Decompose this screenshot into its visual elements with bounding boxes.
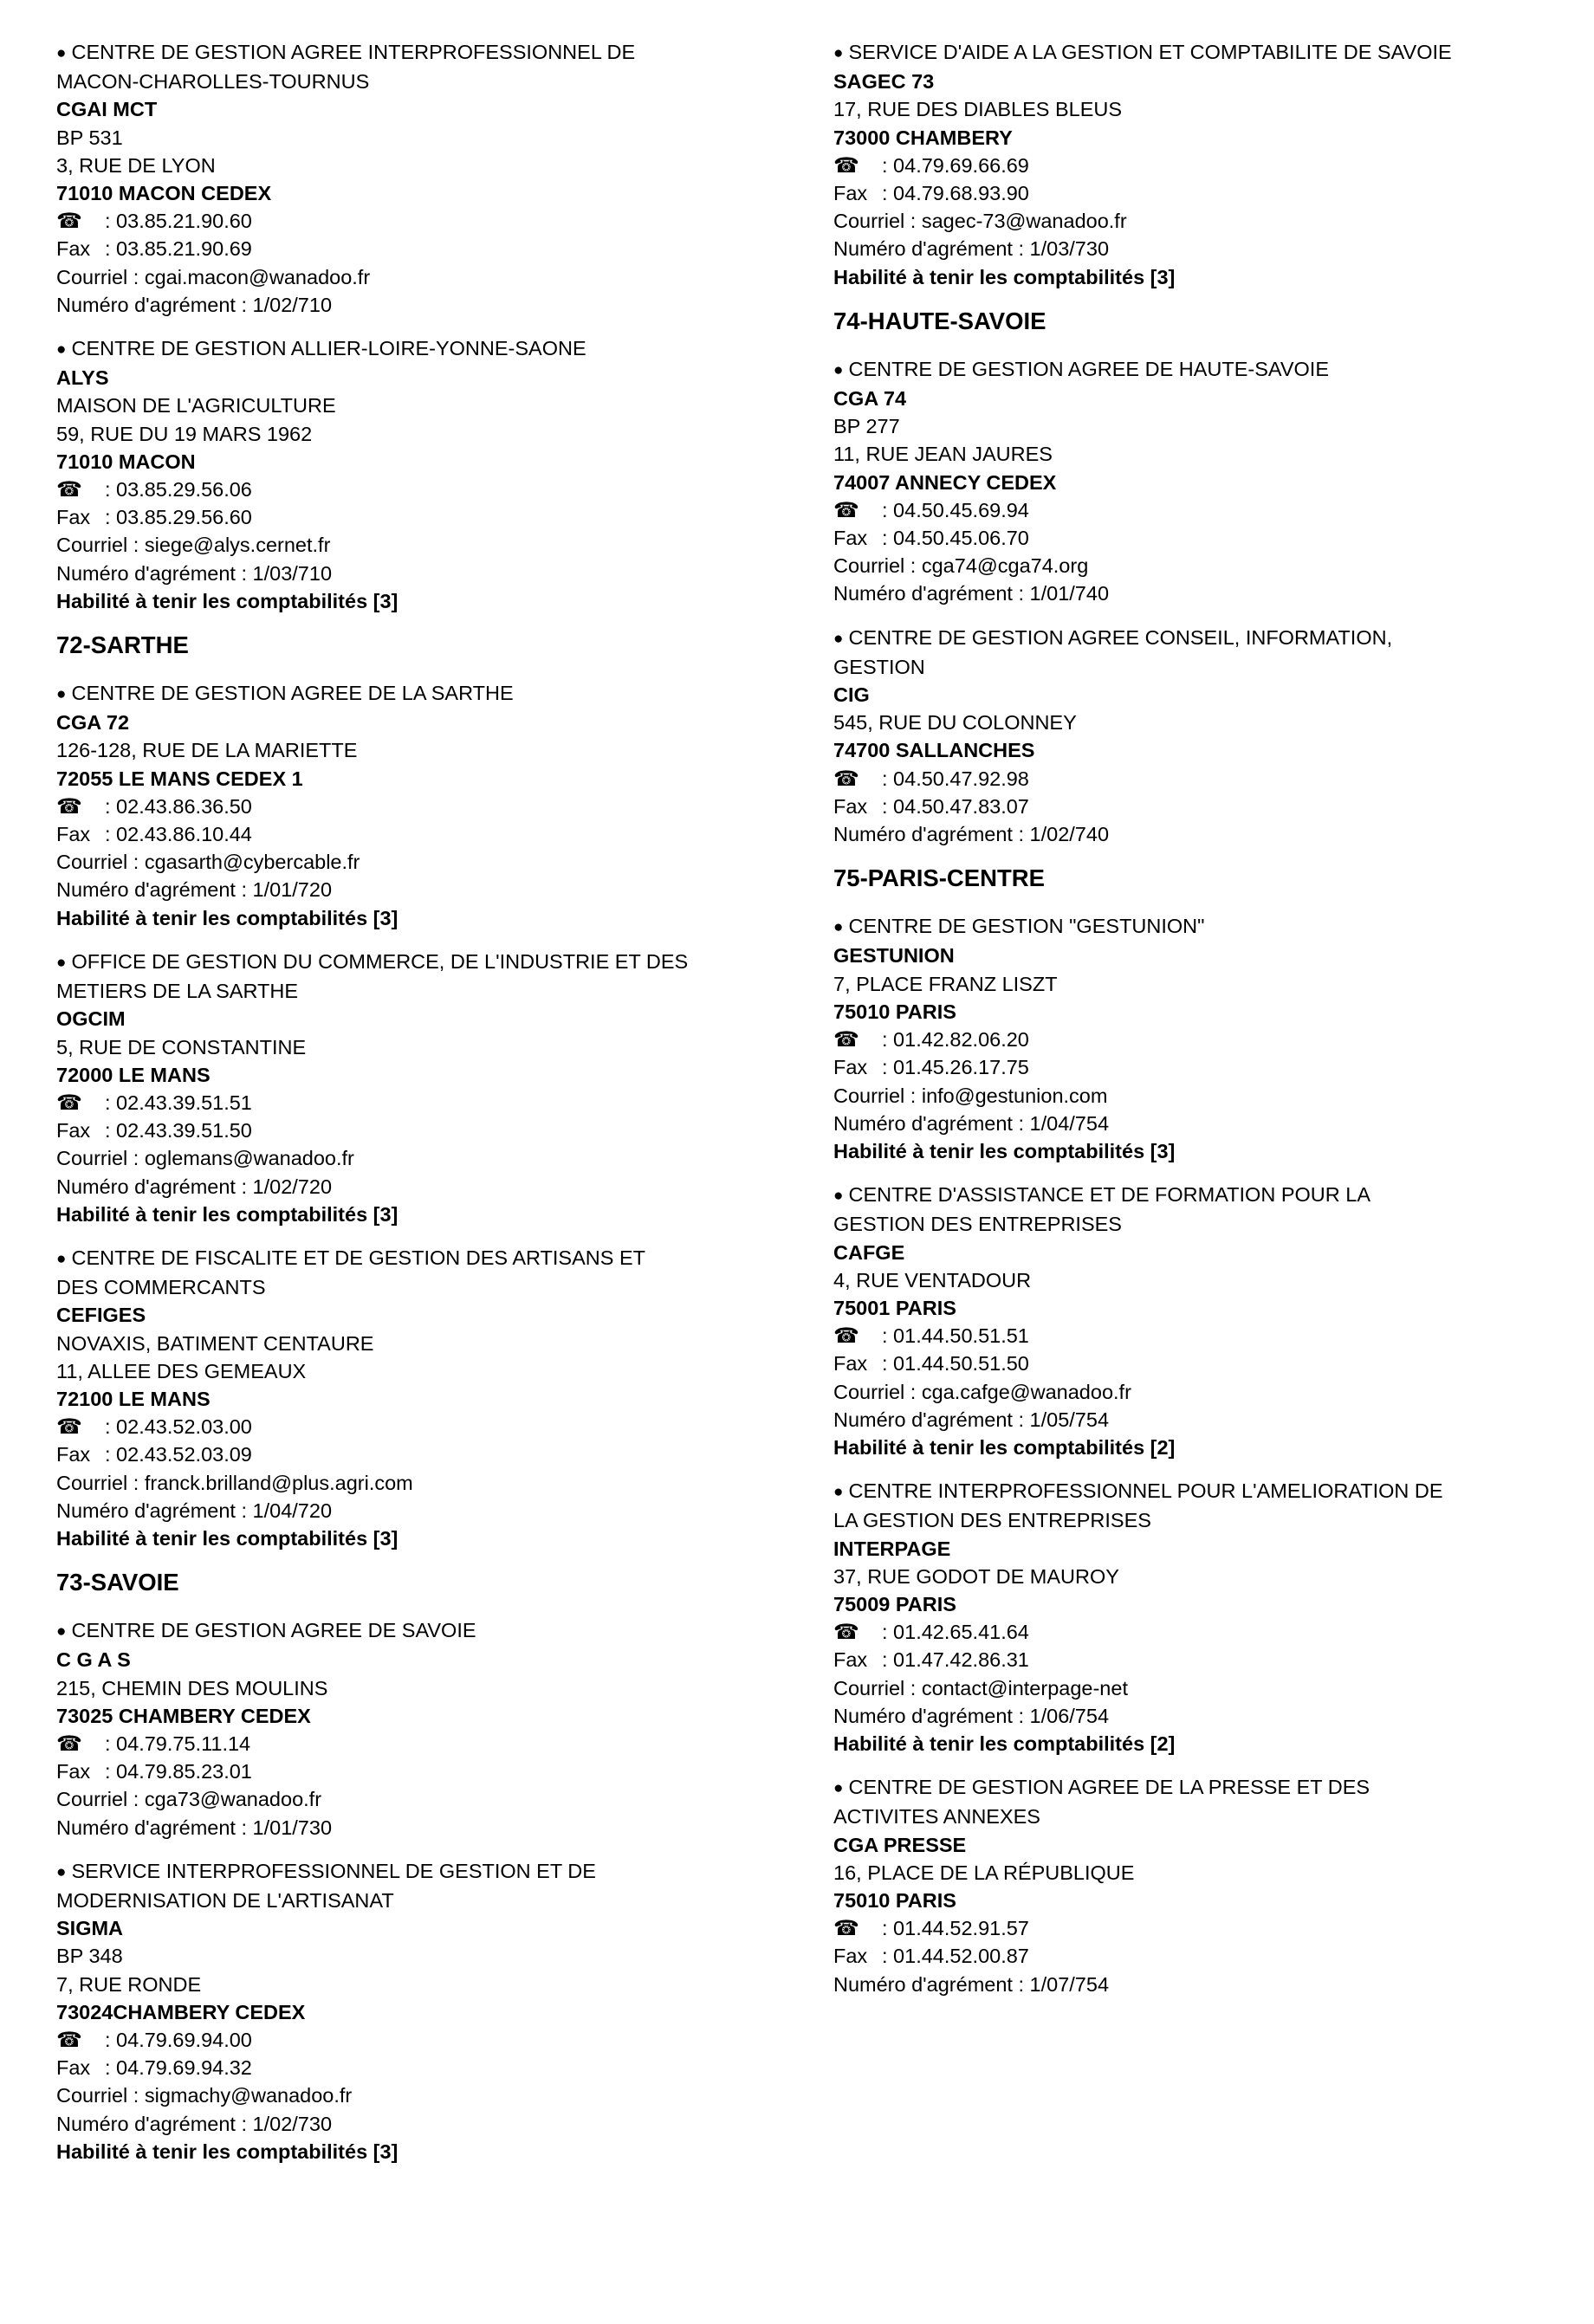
entry-title-line (833, 1477, 1578, 1506)
telephone-icon: ☎ (833, 1028, 859, 1052)
section-heading: 72-SARTHE (56, 631, 189, 659)
bullet-icon: ● (56, 1249, 67, 1268)
entry-fax (833, 1646, 1578, 1673)
telephone-icon: ☎ (833, 767, 859, 791)
entry-postal-city: 73025 CHAMBERY CEDEX (56, 1704, 311, 1727)
fax-label: Fax (56, 2056, 91, 2080)
entry-acronym: GESTUNION (833, 944, 955, 968)
entry-fax (56, 2054, 801, 2081)
entry-habilitation: Habilité à tenir les comptabilités [2] (833, 1435, 1176, 1459)
fax-label: Fax (833, 182, 868, 205)
entry-title-text: GESTION (833, 655, 925, 678)
entry-email: Courriel : siege@alys.cernet.fr (56, 534, 331, 557)
entry-agrement: Numéro d'agrément : 1/01/730 (56, 1816, 333, 1839)
bullet-icon: ● (56, 1622, 67, 1641)
entry-fax (56, 1758, 801, 1785)
entry-agrement: Numéro d'agrément : 1/02/710 (56, 293, 333, 316)
entry-acronym: INTERPAGE (833, 1537, 951, 1560)
entry-title-text: CENTRE DE GESTION ALLIER-LOIRE-YONNE-SAONE (71, 337, 586, 360)
entry-agrement: Numéro d'agrément : 1/07/754 (833, 1972, 1110, 1996)
entry-title-text: LA GESTION DES ENTREPRISES (833, 1509, 1151, 1532)
bullet-icon: ● (833, 1483, 844, 1502)
entry-acronym: SAGEC 73 (833, 70, 935, 94)
bullet-icon: ● (56, 44, 67, 62)
entry-agrement: Numéro d'agrément : 1/02/730 (56, 2112, 333, 2135)
entry-postal-city: 75009 PARIS (833, 1592, 956, 1615)
entry-fax (833, 793, 1578, 820)
entry-phone (56, 793, 801, 820)
entry-title-text: GESTION DES ENTREPRISES (833, 1213, 1122, 1236)
bullet-icon: ● (833, 629, 844, 648)
right-column (833, 38, 1578, 2014)
entry-fax-number: : 03.85.29.56.60 (105, 506, 252, 529)
bullet-icon: ● (833, 1779, 844, 1798)
entry-phone (833, 1026, 1578, 1053)
entry-phone (56, 476, 801, 503)
entry-postal-city: 71010 MACON CEDEX (56, 182, 272, 205)
entry-email: Courriel : contact@interpage-net (833, 1676, 1128, 1699)
entry-agrement: Numéro d'agrément : 1/04/720 (56, 1499, 333, 1522)
entry-agrement: Numéro d'agrément : 1/04/754 (833, 1111, 1110, 1135)
entry-address-line: 11, RUE JEAN JAURES (833, 443, 1053, 466)
entry-address-line: 7, RUE RONDE (56, 1972, 202, 1996)
entry-acronym: SIGMA (56, 1917, 124, 1940)
entry-title-text: SERVICE INTERPROFESSIONNEL DE GESTION ET DE (71, 1859, 596, 1882)
entry-phone-number: : 04.79.75.11.14 (105, 1732, 251, 1755)
entry-title-text: CENTRE DE GESTION AGREE DE LA SARTHE (71, 682, 514, 705)
entry-postal-city: 72055 LE MANS CEDEX 1 (56, 767, 303, 790)
entry-title-line (56, 1887, 801, 1914)
directory-entry (56, 38, 801, 319)
directory-entry (833, 624, 1578, 849)
entry-title-line (833, 1210, 1578, 1238)
entry-acronym: C G A S (56, 1648, 131, 1672)
entry-address-line: 7, PLACE FRANZ LISZT (833, 972, 1058, 995)
entry-fax-number: : 01.44.50.51.50 (882, 1352, 1029, 1376)
directory-entry (56, 679, 801, 932)
entry-title-line (833, 1773, 1578, 1803)
entry-acronym: ALYS (56, 366, 109, 390)
fax-label: Fax (56, 237, 91, 261)
bullet-icon: ● (56, 340, 67, 359)
bullet-icon: ● (833, 918, 844, 937)
entry-title-text: CENTRE D'ASSISTANCE ET DE FORMATION POUR LA (848, 1183, 1370, 1207)
entry-acronym: CGA 74 (833, 387, 907, 411)
entry-address-line: NOVAXIS, BATIMENT CENTAURE (56, 1331, 374, 1355)
entry-title-line (56, 1273, 801, 1301)
entry-fax-number: : 01.47.42.86.31 (882, 1648, 1029, 1672)
entry-phone (56, 1413, 801, 1440)
entry-address-line: 3, RUE DE LYON (56, 153, 216, 177)
entry-email: Courriel : info@gestunion.com (833, 1084, 1108, 1107)
entry-title-line (56, 1244, 801, 1273)
entry-title-text: CENTRE DE GESTION AGREE DE LA PRESSE ET DES (848, 1776, 1370, 1799)
directory-entry (56, 334, 801, 615)
telephone-icon: ☎ (56, 794, 82, 819)
entry-title-text: ACTIVITES ANNEXES (833, 1805, 1040, 1829)
entry-phone (833, 1914, 1578, 1942)
entry-phone-number: : 04.50.45.69.94 (882, 498, 1029, 521)
entry-habilitation: Habilité à tenir les comptabilités [3] (56, 1526, 398, 1550)
entry-fax (833, 179, 1578, 207)
entry-phone (56, 207, 801, 235)
entry-phone-number: : 01.42.82.06.20 (882, 1028, 1029, 1052)
entry-title-line (56, 1616, 801, 1646)
section-heading: 75-PARIS-CENTRE (833, 864, 1045, 892)
entry-email: Courriel : cga73@wanadoo.fr (56, 1788, 322, 1811)
entry-phone (833, 1322, 1578, 1350)
entry-fax-number: : 02.43.52.03.09 (105, 1443, 252, 1466)
entry-phone-number: : 04.79.69.94.00 (105, 2029, 252, 2051)
fax-label: Fax (833, 527, 868, 550)
entry-title-text: CENTRE DE GESTION AGREE DE HAUTE-SAVOIE (848, 357, 1330, 380)
telephone-icon: ☎ (56, 1091, 82, 1115)
entry-acronym: CGA 72 (56, 711, 130, 735)
entry-fax-number: : 03.85.21.90.69 (105, 237, 252, 261)
entry-agrement: Numéro d'agrément : 1/05/754 (833, 1408, 1110, 1431)
entry-email: Courriel : cgai.macon@wanadoo.fr (56, 265, 371, 288)
entry-phone (56, 1730, 801, 1758)
entry-email: Courriel : cga.cafge@wanadoo.fr (833, 1380, 1131, 1403)
entry-title-line (56, 68, 801, 95)
entry-address-line: 4, RUE VENTADOUR (833, 1268, 1032, 1291)
entry-email: Courriel : sagec-73@wanadoo.fr (833, 210, 1127, 233)
entry-postal-city: 75010 PARIS (833, 1000, 956, 1023)
entry-postal-city: 73000 CHAMBERY (833, 126, 1013, 149)
entry-address-line: 17, RUE DES DIABLES BLEUS (833, 98, 1123, 121)
entry-agrement: Numéro d'agrément : 1/02/720 (56, 1175, 333, 1198)
entry-phone-number: : 04.79.69.66.69 (882, 153, 1029, 177)
fax-label: Fax (56, 1760, 91, 1783)
telephone-icon: ☎ (833, 498, 859, 522)
fax-label: Fax (56, 1443, 91, 1466)
bullet-icon: ● (56, 953, 67, 972)
entry-fax-number: : 04.79.68.93.90 (882, 182, 1029, 205)
entry-title-line (56, 977, 801, 1005)
entry-acronym: CIG (833, 683, 870, 707)
entry-phone-number: : 03.85.29.56.06 (105, 478, 252, 502)
entry-acronym: OGCIM (56, 1007, 126, 1031)
telephone-icon: ☎ (833, 1917, 859, 1941)
entry-title-text: OFFICE DE GESTION DU COMMERCE, DE L'INDUSTRIE ET DES (71, 949, 689, 973)
fax-label: Fax (833, 1352, 868, 1376)
entry-postal-city: 74700 SALLANCHES (833, 739, 1035, 762)
entry-phone-number: : 01.44.50.51.51 (882, 1324, 1029, 1348)
entry-address-line: 215, CHEMIN DES MOULINS (56, 1676, 328, 1699)
directory-entry (833, 1477, 1578, 1758)
directory-entry (56, 1616, 801, 1842)
entry-fax (56, 235, 801, 262)
entry-title-text: CENTRE DE FISCALITE ET DE GESTION DES ARTISANS ET (71, 1246, 645, 1269)
fax-label: Fax (56, 1119, 91, 1143)
entry-address-line: BP 348 (56, 1945, 123, 1968)
entry-title-text: CENTRE DE GESTION AGREE INTERPROFESSIONNEL DE (71, 41, 636, 63)
fax-label: Fax (833, 1056, 868, 1079)
entry-title-text: DES COMMERCANTS (56, 1276, 266, 1299)
entry-email: Courriel : franck.brilland@plus.agri.com (56, 1471, 413, 1494)
entry-acronym: CGAI MCT (56, 98, 158, 121)
entry-postal-city: 72000 LE MANS (56, 1063, 211, 1086)
entry-title-line (56, 334, 801, 364)
entry-fax (56, 503, 801, 531)
entry-postal-city: 72100 LE MANS (56, 1387, 211, 1410)
entry-title-line (833, 1181, 1578, 1210)
entry-phone-number: : 03.85.21.90.60 (105, 210, 252, 233)
entry-phone (833, 765, 1578, 793)
fax-label: Fax (833, 1945, 868, 1968)
entry-habilitation: Habilité à tenir les comptabilités [2] (833, 1732, 1176, 1755)
telephone-icon: ☎ (56, 1415, 82, 1440)
telephone-icon: ☎ (56, 478, 82, 502)
entry-title-line (833, 1803, 1578, 1830)
entry-address-line: 11, ALLEE DES GEMEAUX (56, 1359, 307, 1382)
entry-address-line: BP 531 (56, 126, 123, 149)
entry-title-text: CENTRE DE GESTION "GESTUNION" (848, 915, 1205, 938)
entry-email: Courriel : sigmachy@wanadoo.fr (56, 2084, 353, 2107)
entry-postal-city: 71010 MACON (56, 450, 196, 473)
entry-title-line (56, 1857, 801, 1887)
entry-address-line: 59, RUE DU 19 MARS 1962 (56, 422, 313, 445)
entry-address-line: 126-128, RUE DE LA MARIETTE (56, 739, 358, 762)
entry-postal-city: 75001 PARIS (833, 1296, 956, 1319)
directory-entry (56, 1244, 801, 1552)
directory-entry (833, 38, 1578, 291)
telephone-icon: ☎ (833, 153, 859, 178)
bullet-icon: ● (833, 1187, 844, 1206)
entry-habilitation: Habilité à tenir les comptabilités [3] (833, 1139, 1176, 1162)
section-heading: 73-SAVOIE (56, 1569, 179, 1596)
entry-address-line: 545, RUE DU COLONNEY (833, 711, 1077, 735)
entry-phone (833, 152, 1578, 179)
entry-fax-number: : 02.43.39.51.50 (105, 1119, 252, 1143)
entry-postal-city: 75010 PARIS (833, 1888, 956, 1912)
directory-entry (833, 1181, 1578, 1461)
entry-phone-number: : 02.43.39.51.51 (105, 1091, 252, 1114)
entry-title-text: METIERS DE LA SARTHE (56, 980, 299, 1003)
entry-address-line: 37, RUE GODOT DE MAUROY (833, 1564, 1119, 1588)
entry-fax-number: : 04.50.45.06.70 (882, 527, 1029, 550)
telephone-icon: ☎ (833, 1324, 859, 1349)
entry-title-line (833, 1506, 1578, 1534)
left-column (56, 38, 801, 2181)
entry-fax-number: : 02.43.86.10.44 (105, 823, 252, 846)
entry-title-line (56, 38, 801, 68)
entry-address-line: MAISON DE L'AGRICULTURE (56, 394, 336, 418)
entry-address-line: BP 277 (833, 415, 900, 438)
entry-fax-number: : 01.45.26.17.75 (882, 1056, 1029, 1079)
entry-title-line (833, 653, 1578, 681)
entry-habilitation: Habilité à tenir les comptabilités [3] (56, 1202, 398, 1226)
entry-habilitation: Habilité à tenir les comptabilités [3] (56, 906, 398, 929)
entry-agrement: Numéro d'agrément : 1/01/740 (833, 582, 1110, 605)
section-heading: 74-HAUTE-SAVOIE (833, 307, 1046, 334)
entry-fax (56, 820, 801, 848)
entry-agrement: Numéro d'agrément : 1/01/720 (56, 878, 333, 902)
telephone-icon: ☎ (833, 1621, 859, 1645)
telephone-icon: ☎ (56, 1732, 82, 1756)
entry-phone-number: : 02.43.52.03.00 (105, 1415, 252, 1439)
entry-title-line (833, 624, 1578, 653)
bullet-icon: ● (833, 360, 844, 379)
entry-title-text: CENTRE DE GESTION AGREE DE SAVOIE (71, 1619, 476, 1642)
entry-fax (56, 1440, 801, 1468)
telephone-icon: ☎ (56, 2029, 82, 2052)
entry-address-line: 5, RUE DE CONSTANTINE (56, 1035, 307, 1058)
entry-phone-number: : 01.42.65.41.64 (882, 1621, 1029, 1644)
entry-acronym: CGA PRESSE (833, 1833, 967, 1856)
entry-fax (56, 1117, 801, 1144)
entry-fax (833, 1053, 1578, 1081)
entry-acronym: CAFGE (833, 1240, 905, 1264)
entry-title-line (833, 912, 1578, 942)
entry-fax-number: : 04.79.85.23.01 (105, 1760, 252, 1783)
bullet-icon: ● (56, 1862, 67, 1881)
entry-phone (833, 1618, 1578, 1646)
entry-fax-number: : 04.79.69.94.32 (105, 2056, 252, 2080)
entry-title-line (56, 679, 801, 709)
entry-title-text: CENTRE INTERPROFESSIONNEL POUR L'AMELIORATION DE (848, 1479, 1443, 1503)
bullet-icon: ● (56, 685, 67, 704)
entry-agrement: Numéro d'agrément : 1/03/710 (56, 561, 333, 585)
entry-title-line (833, 355, 1578, 385)
entry-postal-city: 73024CHAMBERY CEDEX (56, 2000, 306, 2023)
entry-title-text: MODERNISATION DE L'ARTISANAT (56, 1888, 394, 1912)
entry-phone-number: : 01.44.52.91.57 (882, 1917, 1029, 1940)
entry-agrement: Numéro d'agrément : 1/03/730 (833, 237, 1110, 261)
entry-habilitation: Habilité à tenir les comptabilités [3] (56, 589, 398, 612)
bullet-icon: ● (833, 44, 844, 62)
directory-entry (56, 948, 801, 1228)
entry-email: Courriel : oglemans@wanadoo.fr (56, 1147, 354, 1170)
telephone-icon: ☎ (56, 210, 82, 234)
entry-agrement: Numéro d'agrément : 1/06/754 (833, 1704, 1110, 1727)
entry-email: Courriel : cga74@cga74.org (833, 554, 1089, 578)
fax-label: Fax (833, 1648, 868, 1672)
entry-fax (833, 1942, 1578, 1970)
directory-entry (833, 1773, 1578, 1998)
entry-habilitation: Habilité à tenir les comptabilités [3] (833, 265, 1176, 288)
fax-label: Fax (56, 506, 91, 529)
directory-entry (833, 355, 1578, 608)
entry-title-line (56, 948, 801, 977)
entry-agrement: Numéro d'agrément : 1/02/740 (833, 823, 1110, 846)
entry-email: Courriel : cgasarth@cybercable.fr (56, 851, 360, 874)
entry-phone (56, 1089, 801, 1117)
entry-title-text: MACON-CHAROLLES-TOURNUS (56, 70, 370, 94)
directory-entry (833, 912, 1578, 1165)
entry-fax-number: : 04.50.47.83.07 (882, 794, 1029, 818)
entry-phone (833, 496, 1578, 524)
directory-entry (56, 1857, 801, 2165)
entry-fax (833, 524, 1578, 552)
fax-label: Fax (833, 794, 868, 818)
entry-title-line (833, 38, 1578, 68)
entry-fax-number: : 01.44.52.00.87 (882, 1945, 1029, 1968)
entry-fax (833, 1350, 1578, 1377)
entry-address-line: 16, PLACE DE LA RÉPUBLIQUE (833, 1861, 1135, 1884)
entry-title-text: SERVICE D'AIDE A LA GESTION ET COMPTABILITE DE SAVOIE (848, 41, 1452, 63)
entry-phone-number: : 02.43.86.36.50 (105, 794, 252, 818)
entry-acronym: CEFIGES (56, 1304, 146, 1327)
fax-label: Fax (56, 823, 91, 846)
entry-habilitation: Habilité à tenir les comptabilités [3] (56, 2140, 398, 2163)
entry-title-text: CENTRE DE GESTION AGREE CONSEIL, INFORMATION, (848, 625, 1393, 649)
entry-phone (56, 2026, 801, 2054)
entry-phone-number: : 04.50.47.92.98 (882, 767, 1029, 790)
entry-postal-city: 74007 ANNECY CEDEX (833, 470, 1057, 494)
